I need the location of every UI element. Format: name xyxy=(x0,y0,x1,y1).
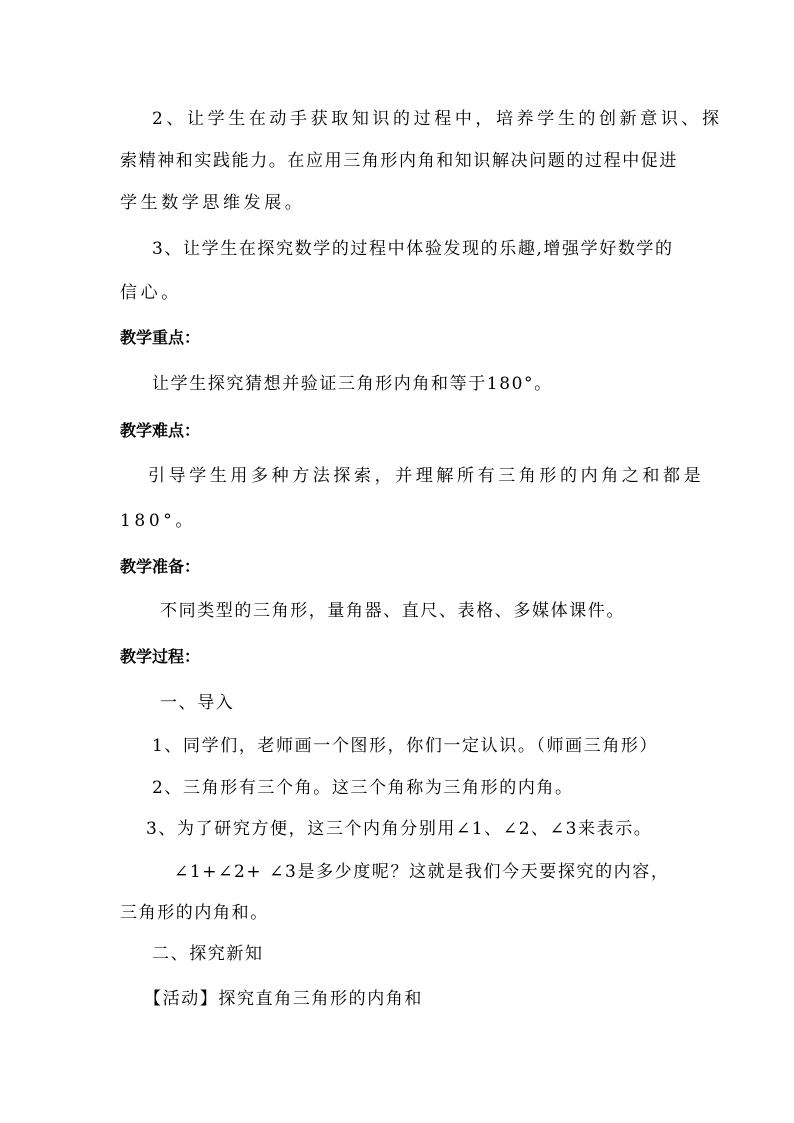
goal-3-line-2: 信心。 xyxy=(120,283,182,303)
goal-2-line-3: 学生数学思维发展。 xyxy=(120,193,306,213)
goal-2-line-1: 2、让学生在动手获取知识的过程中，培养学生的创新意识、探 xyxy=(152,109,723,129)
key-point-heading: 教学重点： xyxy=(120,328,201,347)
section-explore-heading: 二、探究新知 xyxy=(152,944,264,964)
activity-heading: 【活动】探究直角三角形的内角和 xyxy=(144,989,423,1009)
goal-3-line-1: 3、让学生在探究数学的过程中体验发现的乐趣,增强学好数学的 xyxy=(152,239,674,259)
process-item-3: 3、为了研究方便，这三个内角分别用∠1、∠2、∠3来表示。 xyxy=(146,819,653,839)
preparation-heading: 教学准备： xyxy=(120,557,201,576)
difficulty-line-1: 引导学生用多种方法探索，并理解所有三角形的内角之和都是 xyxy=(148,466,705,486)
preparation-text: 不同类型的三角形，量角器、直尺、表格、多媒体课件。 xyxy=(160,601,625,621)
difficulty-heading: 教学难点： xyxy=(120,421,201,440)
goal-2-line-2: 索精神和实践能力。在应用三角形内角和知识解决问题的过程中促进 xyxy=(120,151,678,171)
process-item-2: 2、三角形有三个角。这三个角称为三角形的内角。 xyxy=(152,778,574,798)
process-heading: 教学过程： xyxy=(120,647,201,666)
process-item-1: 1、同学们，老师画一个图形，你们一定认识。（师画三角形） xyxy=(152,736,659,756)
difficulty-line-2: 180°。 xyxy=(120,511,196,531)
question-line-1: ∠1+∠2+ ∠3是多少度呢？这就是我们今天要探究的内容， xyxy=(174,862,670,882)
key-point-text: 让学生探究猜想并验证三角形内角和等于180°。 xyxy=(152,374,553,394)
section-intro-heading: 一、导入 xyxy=(160,693,235,713)
question-line-2: 三角形的内角和。 xyxy=(120,903,269,923)
